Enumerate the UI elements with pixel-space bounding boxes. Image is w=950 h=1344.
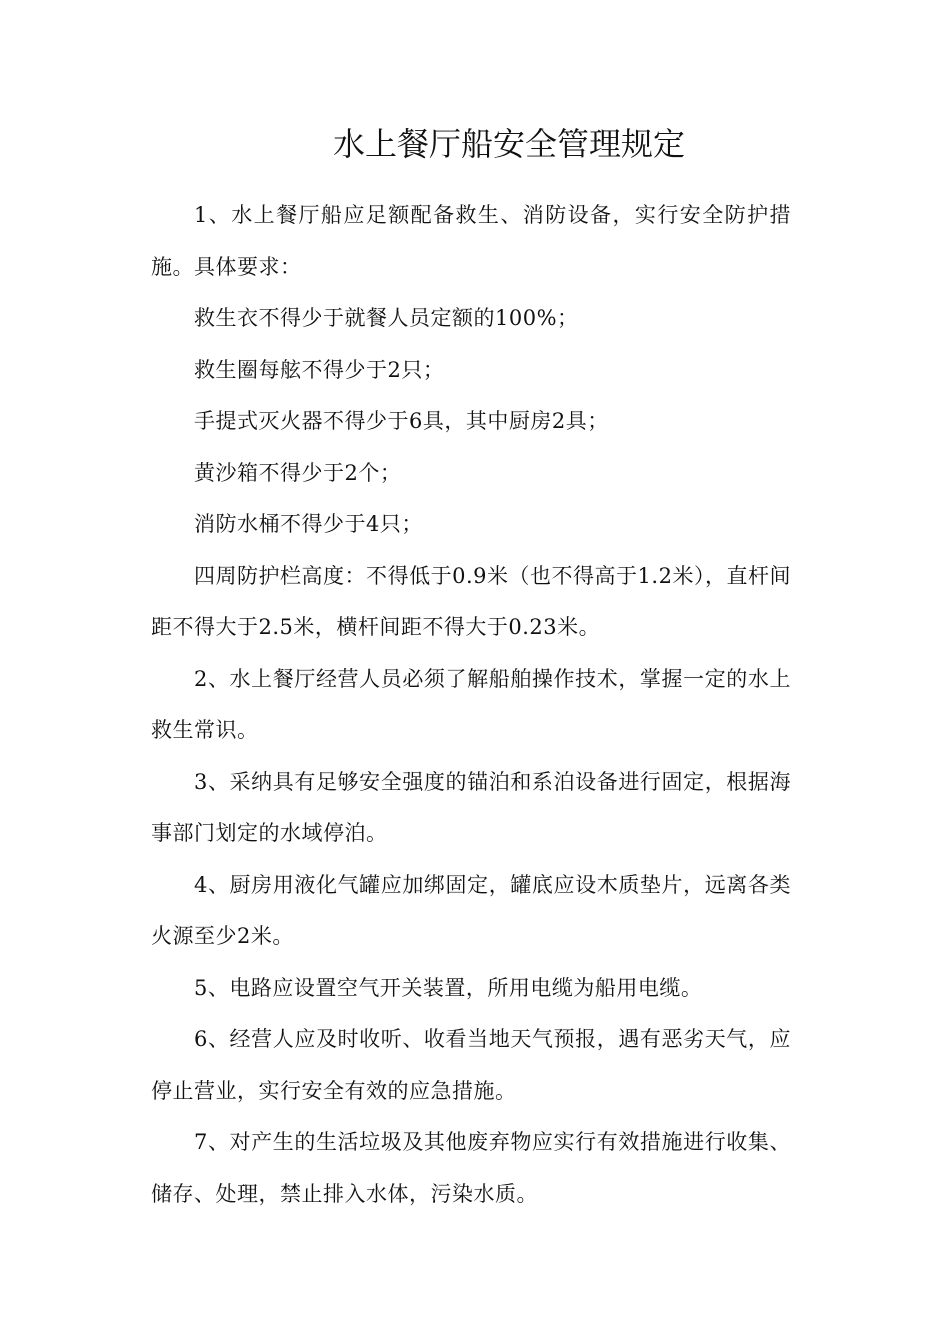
paragraph-4: 4、厨房用液化气罐应加绑固定，罐底应设木质垫片，远离各类火源至少2米。 [151,872,791,948]
document-body [151,190,791,1220]
paragraph-5: 5、电路应设置空气开关装置，所用电缆为船用电缆。 [194,975,703,1000]
paragraph-7: 7、对产生的生活垃圾及其他废弃物应实行有效措施进行收集、储存、处理，禁止排入水体，污染水质。 [151,1130,791,1206]
paragraph-1: 1、水上餐厅船应足额配备救生、消防设备，实行安全防护措施。具体要求： [151,203,791,279]
paragraph-3: 3、采纳具有足够安全强度的锚泊和系泊设备进行固定，根据海事部门划定的水域停泊。 [151,769,791,845]
paragraph-life-buoys: 救生圈每舷不得少于2只； [194,357,445,382]
paragraph-life-jackets: 救生衣不得少于就餐人员定额的100%； [194,306,579,330]
paragraph-fire-buckets: 消防水桶不得少于4只； [194,512,423,536]
paragraph-sand-boxes: 黄沙箱不得少于2个； [194,460,402,485]
paragraph-2: 2、水上餐厅经营人员必须了解船舶操作技术，掌握一定的水上救生常识。 [151,666,791,742]
paragraph-6: 6、经营人应及时收听、收看当地天气预报，遇有恶劣天气，应停止营业，实行安全有效的应急措施。 [151,1027,791,1103]
paragraph-guardrails: 四周防护栏高度：不得低于0.9米（也不得高于1.2米），直杆间距不得大于2.5米，横杆间距不得大于0.23米。 [151,563,791,639]
paragraph-extinguishers: 手提式灭火器不得少于6具，其中厨房2具； [194,409,609,433]
page-title: 水上餐厅船安全管理规定 [332,125,685,163]
